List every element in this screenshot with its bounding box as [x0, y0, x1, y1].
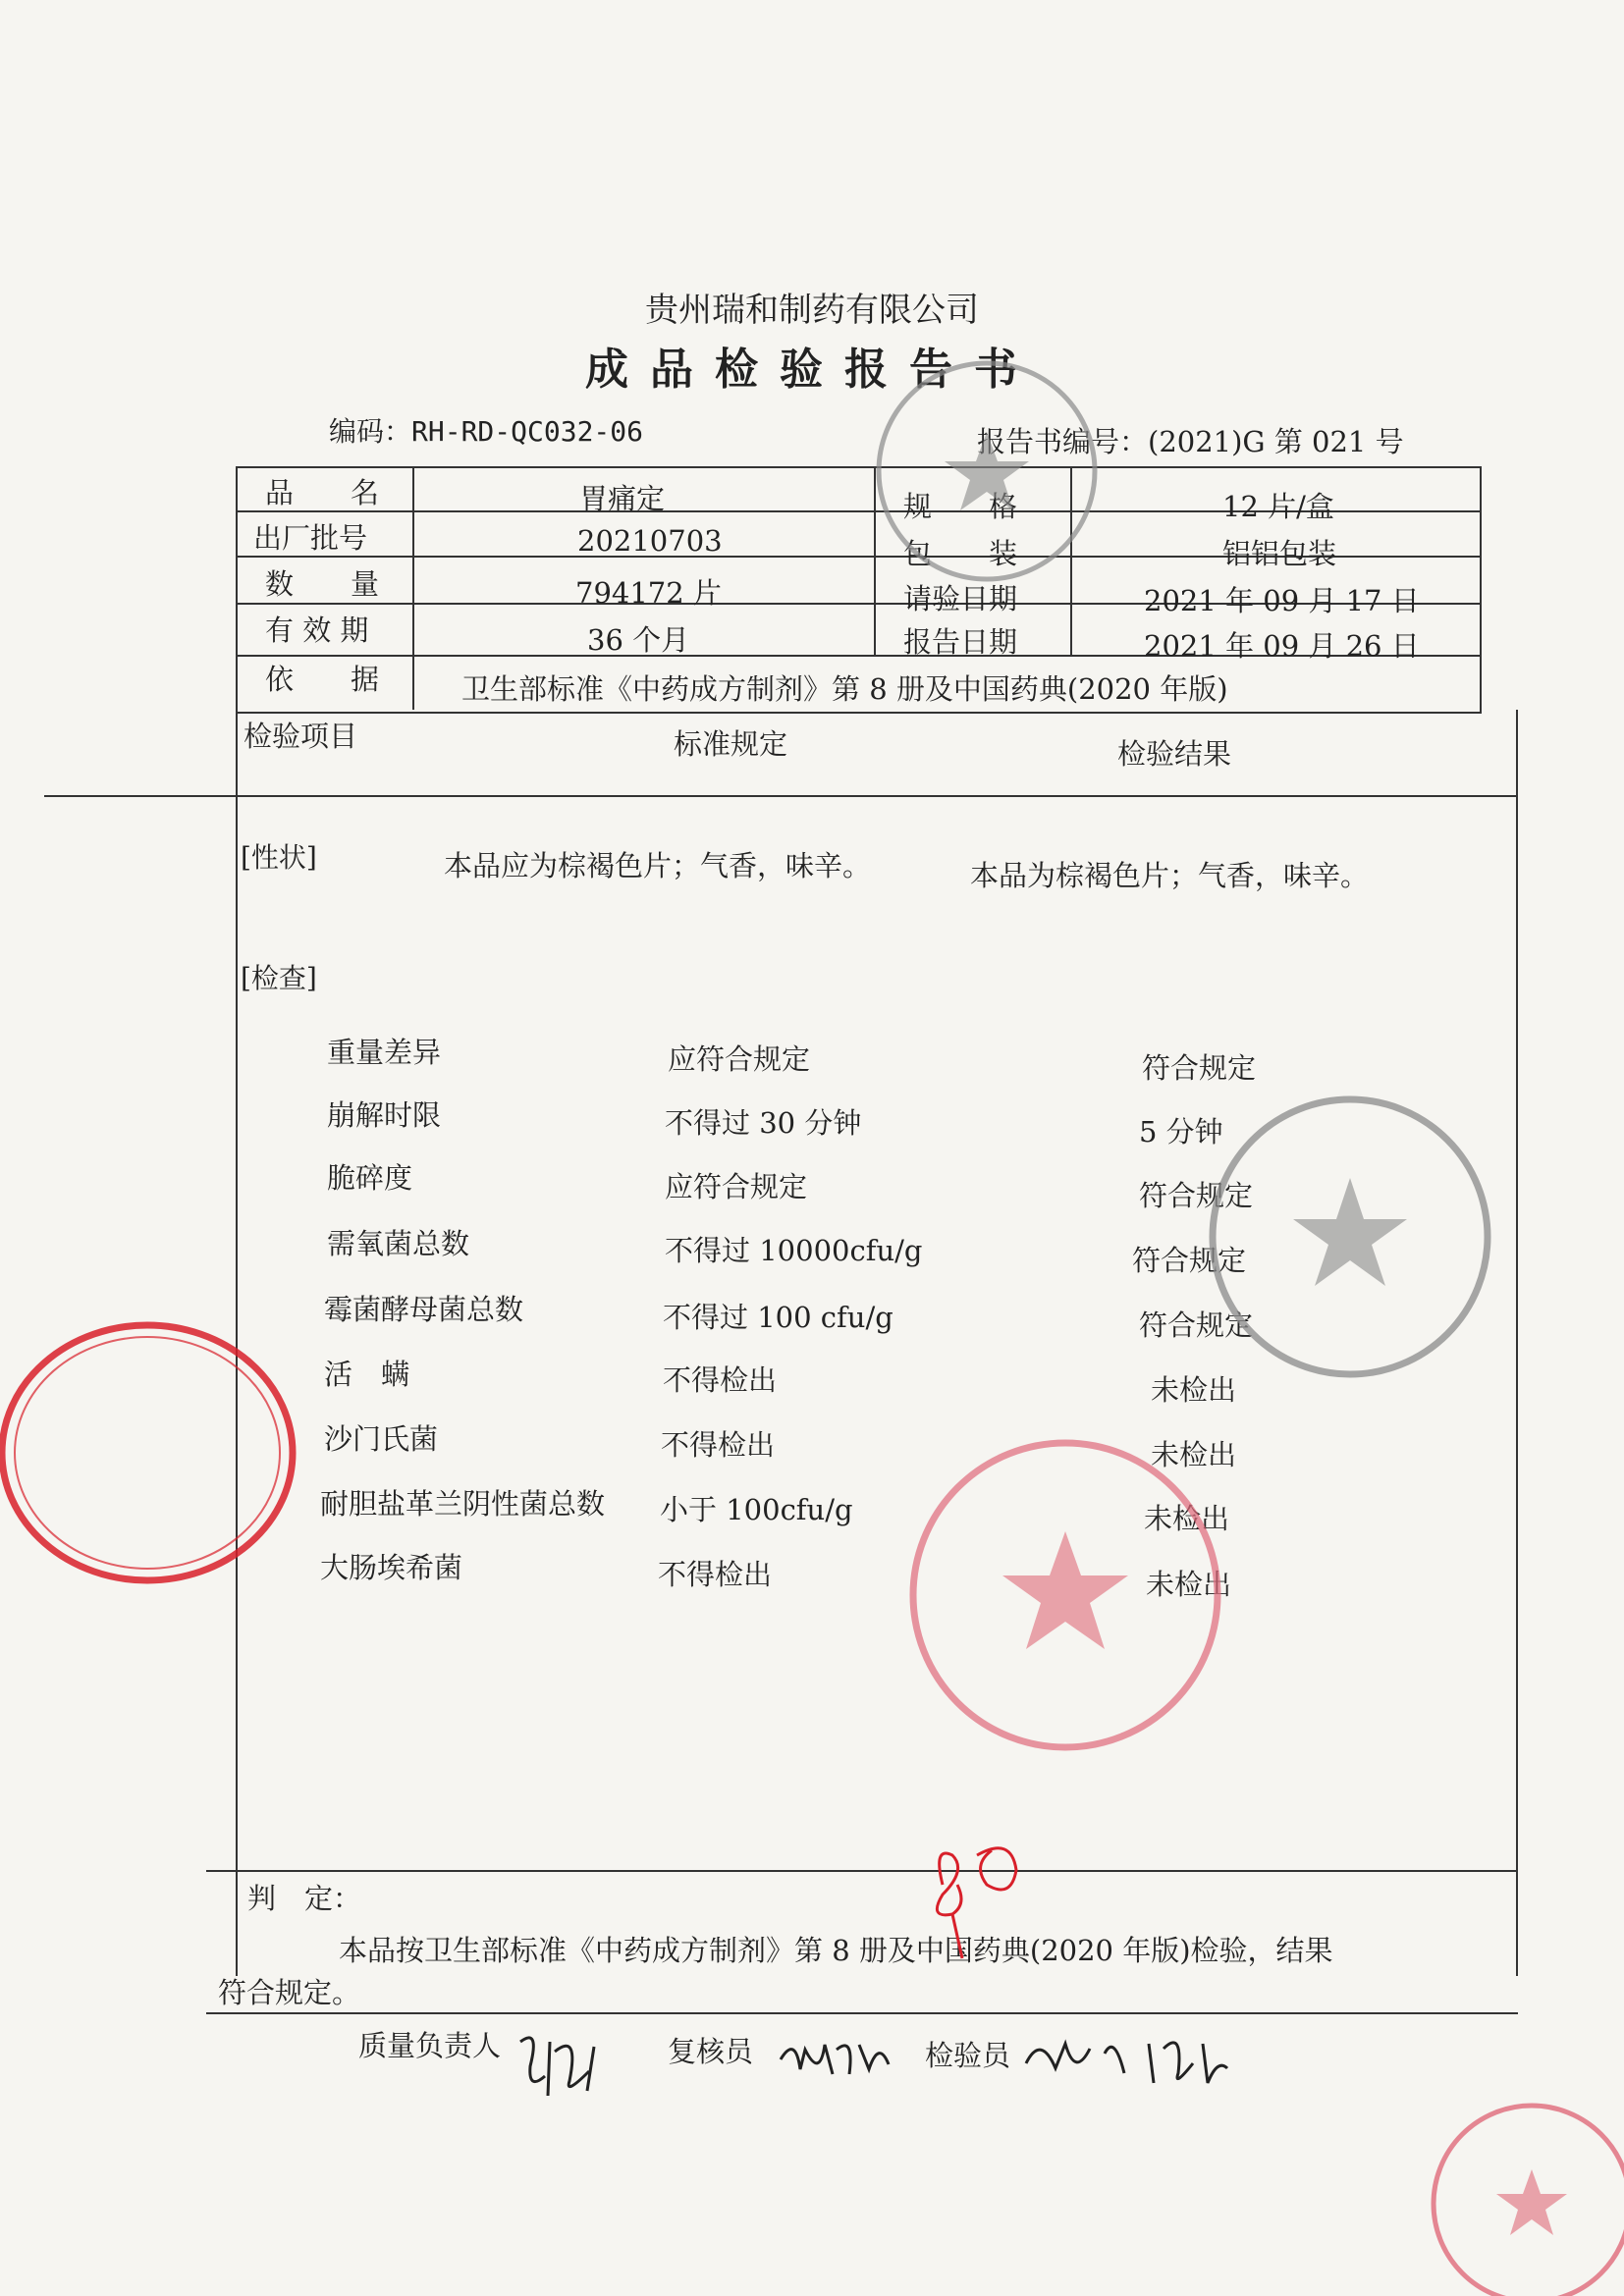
report-number: 报告书编号：(2021)G 第 021 号	[977, 425, 1404, 458]
stamp-left-red	[0, 1306, 304, 1600]
spec-value: 12 片/盒	[1222, 490, 1334, 523]
quantity-value: 794172 片	[575, 576, 722, 610]
check-standard: 不得检出	[661, 1428, 776, 1462]
check-standard: 应符合规定	[668, 1042, 811, 1076]
judgement-label: 判 定：	[247, 1882, 362, 1915]
signature-inspector	[1016, 2024, 1232, 2093]
quality-head-label: 质量负责人	[358, 2029, 502, 2062]
check-item: 需氧菌总数	[327, 1227, 470, 1260]
check-result: 未检出	[1146, 1568, 1232, 1601]
check-result: 未检出	[1144, 1502, 1230, 1535]
request-date-label: 请验日期	[903, 582, 1018, 615]
check-item: 崩解时限	[327, 1098, 442, 1132]
stamp-bottom-red	[1419, 2091, 1624, 2296]
check-result: 符合规定	[1132, 1244, 1247, 1277]
check-standard: 不得检出	[663, 1363, 778, 1397]
stamp-right-gray	[1193, 1080, 1507, 1394]
body-border	[1516, 710, 1518, 1976]
check-standard: 不得过 30 分钟	[665, 1106, 862, 1140]
company-name: 贵州瑞和制药有限公司	[645, 291, 979, 330]
signature-reviewer	[776, 2030, 893, 2089]
check-result: 未检出	[1151, 1373, 1237, 1407]
validity-label: 有 效 期	[265, 614, 369, 647]
check-standard: 应符合规定	[665, 1170, 808, 1203]
check-result: 未检出	[1151, 1438, 1237, 1471]
judgement-text-cont: 符合规定。	[218, 1976, 361, 2009]
column-item: 检验项目	[244, 720, 358, 753]
character-label: [性状]	[241, 841, 317, 874]
request-date-value: 2021 年 09 月 17 日	[1144, 584, 1420, 617]
check-result: 符合规定	[1142, 1051, 1257, 1085]
character-standard: 本品应为棕褐色片；气香，味辛。	[444, 849, 872, 882]
column-result: 检验结果	[1117, 737, 1232, 771]
product-label: 品 名	[265, 476, 380, 509]
body-bottom-line	[206, 2012, 1518, 2014]
check-standard: 不得过 100 cfu/g	[663, 1301, 893, 1334]
check-item: 重量差异	[327, 1036, 442, 1069]
signature-quality-head	[511, 2022, 609, 2101]
batch-value: 20210703	[577, 524, 723, 558]
check-item: 大肠埃希菌	[320, 1551, 463, 1584]
judgement-text: 本品按卫生部标准《中药成方制剂》第 8 册及中国药典(2020 年版)检验，结果	[339, 1934, 1333, 1967]
check-standard: 不得检出	[658, 1558, 773, 1591]
table-line	[412, 466, 414, 710]
stamp-center-pink	[898, 1428, 1232, 1762]
spec-label: 规 格	[903, 490, 1018, 523]
batch-label: 出厂批号	[253, 521, 368, 555]
check-item: 霉菌酵母菌总数	[324, 1293, 524, 1326]
document-title: 成品检验报告书	[585, 345, 1039, 395]
product-value: 胃痛定	[579, 482, 666, 515]
judgement-divider	[206, 1870, 1518, 1872]
check-item: 脆碎度	[327, 1161, 413, 1195]
pack-value: 铝铝包装	[1222, 537, 1337, 570]
basis-value: 卫生部标准《中药成方制剂》第 8 册及中国药典(2020 年版)	[461, 672, 1228, 706]
check-item: 耐胆盐革兰阴性菌总数	[320, 1487, 606, 1521]
check-result: 5 分钟	[1139, 1115, 1223, 1148]
check-item: 沙门氏菌	[324, 1422, 439, 1456]
check-standard: 不得过 10000cfu/g	[665, 1234, 923, 1267]
basis-label: 依 据	[265, 663, 380, 696]
report-date-label: 报告日期	[903, 625, 1018, 659]
validity-value: 36 个月	[587, 623, 690, 657]
check-label: [检查]	[241, 962, 317, 994]
check-standard: 小于 100cfu/g	[660, 1493, 853, 1526]
column-standard: 标准规定	[674, 727, 788, 761]
red-handwritten-mark	[923, 1826, 1031, 1963]
inspector-label: 检验员	[925, 2039, 1011, 2072]
document-code: 编码：RH-RD-QC032-06	[329, 415, 644, 448]
check-result: 符合规定	[1139, 1179, 1254, 1212]
report-date-value: 2021 年 09 月 26 日	[1144, 629, 1420, 663]
character-result: 本品为棕褐色片；气香，味辛。	[970, 859, 1370, 892]
pack-label: 包 装	[903, 537, 1018, 570]
check-result: 符合规定	[1139, 1308, 1254, 1342]
quantity-label: 数 量	[265, 567, 380, 601]
reviewer-label: 复核员	[668, 2035, 754, 2068]
check-item: 活 螨	[324, 1358, 410, 1391]
header-divider	[44, 795, 1517, 797]
stamp-top-gray	[864, 348, 1110, 594]
